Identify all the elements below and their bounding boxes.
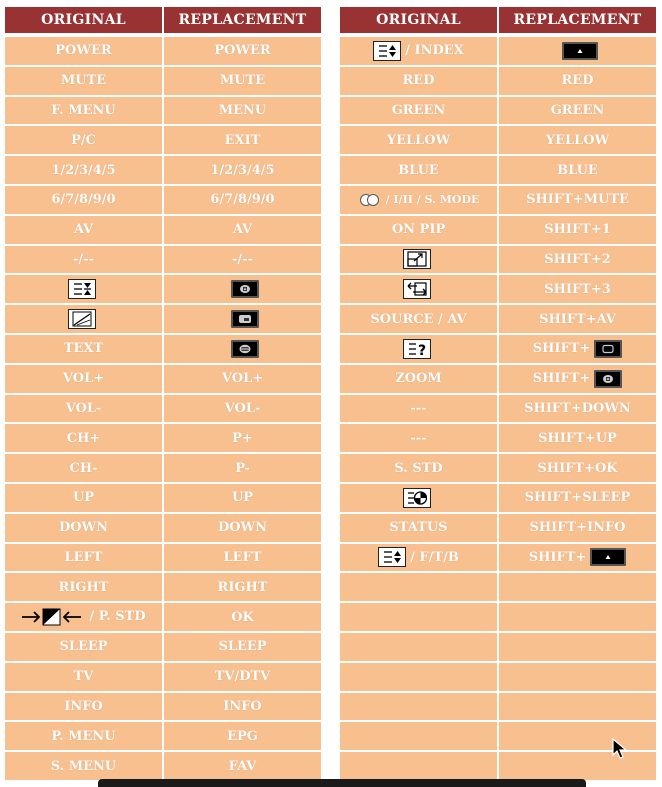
table-row xyxy=(5,156,321,184)
replacement-cell xyxy=(164,305,321,333)
replacement-cell xyxy=(164,67,321,95)
swap-icon xyxy=(403,279,431,299)
original-cell xyxy=(340,126,497,154)
original-cell xyxy=(340,365,497,393)
cell-text: LEFT xyxy=(64,549,103,565)
table-row xyxy=(340,186,656,214)
arrow-contrast-icon xyxy=(21,607,85,627)
cell-text: S. STD xyxy=(394,460,443,476)
original-cell xyxy=(5,484,162,512)
original-cell xyxy=(340,663,497,691)
original-cell xyxy=(340,67,497,95)
cell-text: SLEEP xyxy=(59,639,108,655)
original-cell xyxy=(5,156,162,184)
original-cell xyxy=(340,424,497,452)
original-cell xyxy=(340,186,497,214)
replacement-cell xyxy=(499,216,656,244)
index-icon xyxy=(373,41,401,61)
table-row xyxy=(340,97,656,125)
replacement-cell xyxy=(499,663,656,691)
cell-text: POWER xyxy=(55,43,112,59)
table-row xyxy=(340,424,656,452)
table-row xyxy=(340,305,656,333)
cell-text: SHIFT+UP xyxy=(538,430,617,446)
original-cell xyxy=(340,216,497,244)
table-row xyxy=(5,395,321,423)
replacement-cell xyxy=(164,216,321,244)
replacement-cell xyxy=(164,37,321,65)
replacement-cell xyxy=(499,514,656,542)
original-cell xyxy=(5,216,162,244)
table-row xyxy=(340,67,656,95)
original-cell xyxy=(5,544,162,572)
cell-text: RED xyxy=(561,73,594,89)
teletext-icon xyxy=(231,340,259,358)
original-cell xyxy=(340,603,497,631)
table-row xyxy=(5,693,321,721)
cell-text: SHIFT+MUTE xyxy=(526,192,629,208)
original-cell xyxy=(340,722,497,750)
original-cell xyxy=(5,365,162,393)
index-icon xyxy=(378,547,406,567)
replacement-cell xyxy=(499,395,656,423)
cell-text: SHIFT+2 xyxy=(544,251,611,267)
table-row xyxy=(340,663,656,691)
table-row xyxy=(5,67,321,95)
cell-text: RIGHT xyxy=(217,579,268,595)
header-replacement: REPLACEMENT xyxy=(499,7,656,35)
table-row xyxy=(340,544,656,572)
replacement-cell xyxy=(499,484,656,512)
cell-text: / P. STD xyxy=(89,609,146,625)
table-row xyxy=(5,275,321,303)
table-row xyxy=(340,484,656,512)
cell-text: SHIFT+OK xyxy=(537,460,618,476)
table-row xyxy=(5,722,321,750)
cell-text: STATUS xyxy=(389,520,448,536)
header-original: ORIGINAL xyxy=(340,7,497,35)
cell-text: / F/T/B xyxy=(410,549,459,565)
cell-text: SHIFT+ xyxy=(532,371,591,387)
remote-mapping-table-left xyxy=(3,5,323,782)
cell-text: F. MENU xyxy=(51,102,116,118)
replacement-cell xyxy=(164,454,321,482)
replacement-cell xyxy=(164,156,321,184)
replacement-cell xyxy=(499,693,656,721)
cell-text: INFO xyxy=(64,698,103,714)
cell-text: / I/II / S. MODE xyxy=(385,193,480,207)
original-cell xyxy=(5,275,162,303)
cell-text: DOWN xyxy=(58,520,109,536)
cell-text: RED xyxy=(402,73,435,89)
original-cell xyxy=(5,454,162,482)
original-cell xyxy=(340,275,497,303)
replacement-cell xyxy=(164,424,321,452)
original-cell xyxy=(340,395,497,423)
cell-text: 1/2/3/4/5 xyxy=(210,162,275,178)
header-original: ORIGINAL xyxy=(5,7,162,35)
svg-text:?: ? xyxy=(417,342,426,357)
original-cell xyxy=(5,514,162,542)
table-row xyxy=(5,424,321,452)
cell-text: TEXT xyxy=(63,341,104,357)
cell-text: VOL+ xyxy=(221,371,264,387)
table-row xyxy=(340,722,656,750)
cell-text: OK xyxy=(231,609,254,625)
mouse-cursor-icon xyxy=(612,738,628,760)
cell-text: SHIFT+ xyxy=(528,549,587,565)
replacement-cell xyxy=(499,365,656,393)
replacement-cell xyxy=(164,246,321,274)
replacement-cell xyxy=(164,633,321,661)
table-row xyxy=(5,663,321,691)
cell-text: --- xyxy=(410,430,427,446)
cell-text: P. MENU xyxy=(51,728,116,744)
freeze-icon xyxy=(68,279,96,299)
original-cell xyxy=(5,722,162,750)
replacement-cell xyxy=(164,752,321,780)
cell-text: CH+ xyxy=(66,430,101,446)
original-cell xyxy=(5,335,162,363)
cell-text: UP xyxy=(231,490,254,506)
replacement-cell xyxy=(499,752,656,780)
pip-swap-icon xyxy=(231,310,259,328)
cell-text: 6/7/8/9/0 xyxy=(210,192,275,208)
table-row xyxy=(340,156,656,184)
table-row xyxy=(340,395,656,423)
table-row xyxy=(5,514,321,542)
table-row xyxy=(340,37,656,65)
cell-text: SHIFT+SLEEP xyxy=(524,490,631,506)
original-cell xyxy=(5,693,162,721)
cell-text: SHIFT+3 xyxy=(544,281,611,297)
pip-icon xyxy=(231,280,259,298)
cell-text: P/C xyxy=(71,132,96,148)
replacement-cell xyxy=(499,424,656,452)
original-cell xyxy=(340,156,497,184)
replacement-cell xyxy=(499,156,656,184)
header-replacement: REPLACEMENT xyxy=(164,7,321,35)
resize-icon xyxy=(403,249,431,269)
original-cell xyxy=(5,305,162,333)
cell-text: FAV xyxy=(228,758,257,774)
table-row xyxy=(5,126,321,154)
cell-text: P+ xyxy=(232,430,253,446)
original-cell xyxy=(340,335,497,363)
replacement-cell xyxy=(499,722,656,750)
cell-text: VOL+ xyxy=(62,371,105,387)
replacement-cell xyxy=(499,67,656,95)
cell-text: --- xyxy=(410,400,427,416)
cell-text: YELLOW xyxy=(386,132,451,148)
replacement-cell xyxy=(164,97,321,125)
cell-text: SHIFT+AV xyxy=(539,311,616,327)
cell-text: SHIFT+DOWN xyxy=(524,400,631,416)
original-cell xyxy=(340,97,497,125)
cell-text: MENU xyxy=(218,102,267,118)
replacement-cell xyxy=(499,335,656,363)
original-cell xyxy=(5,186,162,214)
original-cell xyxy=(5,37,162,65)
replacement-cell xyxy=(164,663,321,691)
cell-text: GREEN xyxy=(391,102,446,118)
cell-text: MUTE xyxy=(60,73,107,89)
table-row xyxy=(5,37,321,65)
eject-icon xyxy=(590,548,626,566)
screen-icon xyxy=(594,340,622,358)
original-cell xyxy=(5,752,162,780)
cell-text: P- xyxy=(235,460,250,476)
table-row xyxy=(5,544,321,572)
replacement-cell xyxy=(499,603,656,631)
replacement-cell xyxy=(164,395,321,423)
table-row xyxy=(340,693,656,721)
table-row xyxy=(340,365,656,393)
table-row xyxy=(5,633,321,661)
original-cell xyxy=(340,246,497,274)
table-row xyxy=(5,305,321,333)
cell-text: SHIFT+1 xyxy=(544,222,611,238)
cell-text: INFO xyxy=(223,698,262,714)
original-cell xyxy=(5,663,162,691)
table-row xyxy=(5,97,321,125)
table-row xyxy=(340,126,656,154)
original-cell xyxy=(340,484,497,512)
replacement-cell xyxy=(499,454,656,482)
replacement-cell xyxy=(164,365,321,393)
replacement-cell xyxy=(164,126,321,154)
table-row xyxy=(5,573,321,601)
replacement-cell xyxy=(499,37,656,65)
table-row xyxy=(340,752,656,780)
replacement-cell xyxy=(164,722,321,750)
replacement-cell xyxy=(164,603,321,631)
table-row xyxy=(5,246,321,274)
cell-text: 1/2/3/4/5 xyxy=(51,162,116,178)
replacement-cell xyxy=(499,186,656,214)
original-cell xyxy=(340,37,497,65)
cell-text: MUTE xyxy=(219,73,266,89)
cell-text: VOL- xyxy=(224,400,261,416)
table-row xyxy=(340,246,656,274)
table-row xyxy=(5,454,321,482)
cell-text: POWER xyxy=(214,43,271,59)
cell-text: SHIFT+INFO xyxy=(529,520,626,536)
pip-icon xyxy=(594,370,622,388)
cell-text: GREEN xyxy=(550,102,605,118)
original-cell xyxy=(340,305,497,333)
cell-text: VOL- xyxy=(65,400,102,416)
table-row xyxy=(5,186,321,214)
replacement-cell xyxy=(499,305,656,333)
original-cell xyxy=(5,573,162,601)
replacement-cell xyxy=(164,484,321,512)
cell-text: -/-- xyxy=(73,251,94,267)
original-cell xyxy=(340,693,497,721)
cell-text: UP xyxy=(72,490,95,506)
table-row xyxy=(340,573,656,601)
replacement-cell xyxy=(164,693,321,721)
table-row xyxy=(5,216,321,244)
table-row xyxy=(5,752,321,780)
cell-text: -/-- xyxy=(232,251,253,267)
cell-text: AV xyxy=(73,222,94,238)
replacement-cell xyxy=(499,633,656,661)
dual-sound-icon xyxy=(358,193,382,207)
table-row xyxy=(340,514,656,542)
original-cell xyxy=(5,126,162,154)
table-row xyxy=(340,275,656,303)
original-cell xyxy=(340,573,497,601)
cell-text: YELLOW xyxy=(545,132,610,148)
picture-mode-icon xyxy=(68,309,96,329)
original-cell xyxy=(5,246,162,274)
replacement-cell xyxy=(164,335,321,363)
original-cell xyxy=(5,633,162,661)
table-row xyxy=(5,484,321,512)
table-row xyxy=(340,454,656,482)
cell-text: ON PIP xyxy=(391,222,446,238)
cell-text: LEFT xyxy=(223,549,262,565)
table-row xyxy=(340,603,656,631)
cell-text: S. MENU xyxy=(50,758,117,774)
cell-text: AV xyxy=(232,222,253,238)
replacement-cell xyxy=(499,275,656,303)
original-cell xyxy=(5,424,162,452)
original-cell xyxy=(5,67,162,95)
original-cell xyxy=(340,544,497,572)
cell-text: CH- xyxy=(69,460,98,476)
replacement-cell xyxy=(499,126,656,154)
original-cell xyxy=(5,395,162,423)
eject-icon xyxy=(562,42,598,60)
replacement-cell xyxy=(164,186,321,214)
original-cell xyxy=(340,633,497,661)
replacement-cell xyxy=(499,573,656,601)
replacement-cell xyxy=(164,544,321,572)
table-row xyxy=(340,335,656,363)
replacement-cell xyxy=(499,544,656,572)
cell-text: DOWN xyxy=(217,520,268,536)
table-row xyxy=(5,335,321,363)
original-cell xyxy=(340,454,497,482)
cell-text: / INDEX xyxy=(405,43,464,59)
replacement-cell xyxy=(164,514,321,542)
table-row xyxy=(5,365,321,393)
cell-text: TV/DTV xyxy=(214,669,271,685)
cell-text: EXIT xyxy=(224,132,261,148)
table-row xyxy=(340,216,656,244)
cell-text: 6/7/8/9/0 xyxy=(51,192,116,208)
cell-text: TV xyxy=(73,669,94,685)
cell-text: ZOOM xyxy=(395,371,442,387)
original-cell xyxy=(5,97,162,125)
replacement-cell xyxy=(164,573,321,601)
cell-text: RIGHT xyxy=(58,579,109,595)
cell-text: EPG xyxy=(227,728,258,744)
cell-text: SHIFT+ xyxy=(532,341,591,357)
original-cell xyxy=(340,514,497,542)
replacement-cell xyxy=(164,275,321,303)
original-cell xyxy=(340,752,497,780)
replacement-cell xyxy=(499,97,656,125)
cell-text: SLEEP xyxy=(218,639,267,655)
replacement-cell xyxy=(499,246,656,274)
cell-text: BLUE xyxy=(398,162,439,178)
table-row xyxy=(5,603,321,631)
clock-icon xyxy=(403,488,431,508)
remote-mapping-table-right xyxy=(338,5,658,782)
table-row xyxy=(340,633,656,661)
original-cell xyxy=(5,603,162,631)
cell-text: SOURCE / AV xyxy=(370,311,467,327)
cell-text: BLUE xyxy=(557,162,598,178)
reveal-icon xyxy=(403,339,431,359)
